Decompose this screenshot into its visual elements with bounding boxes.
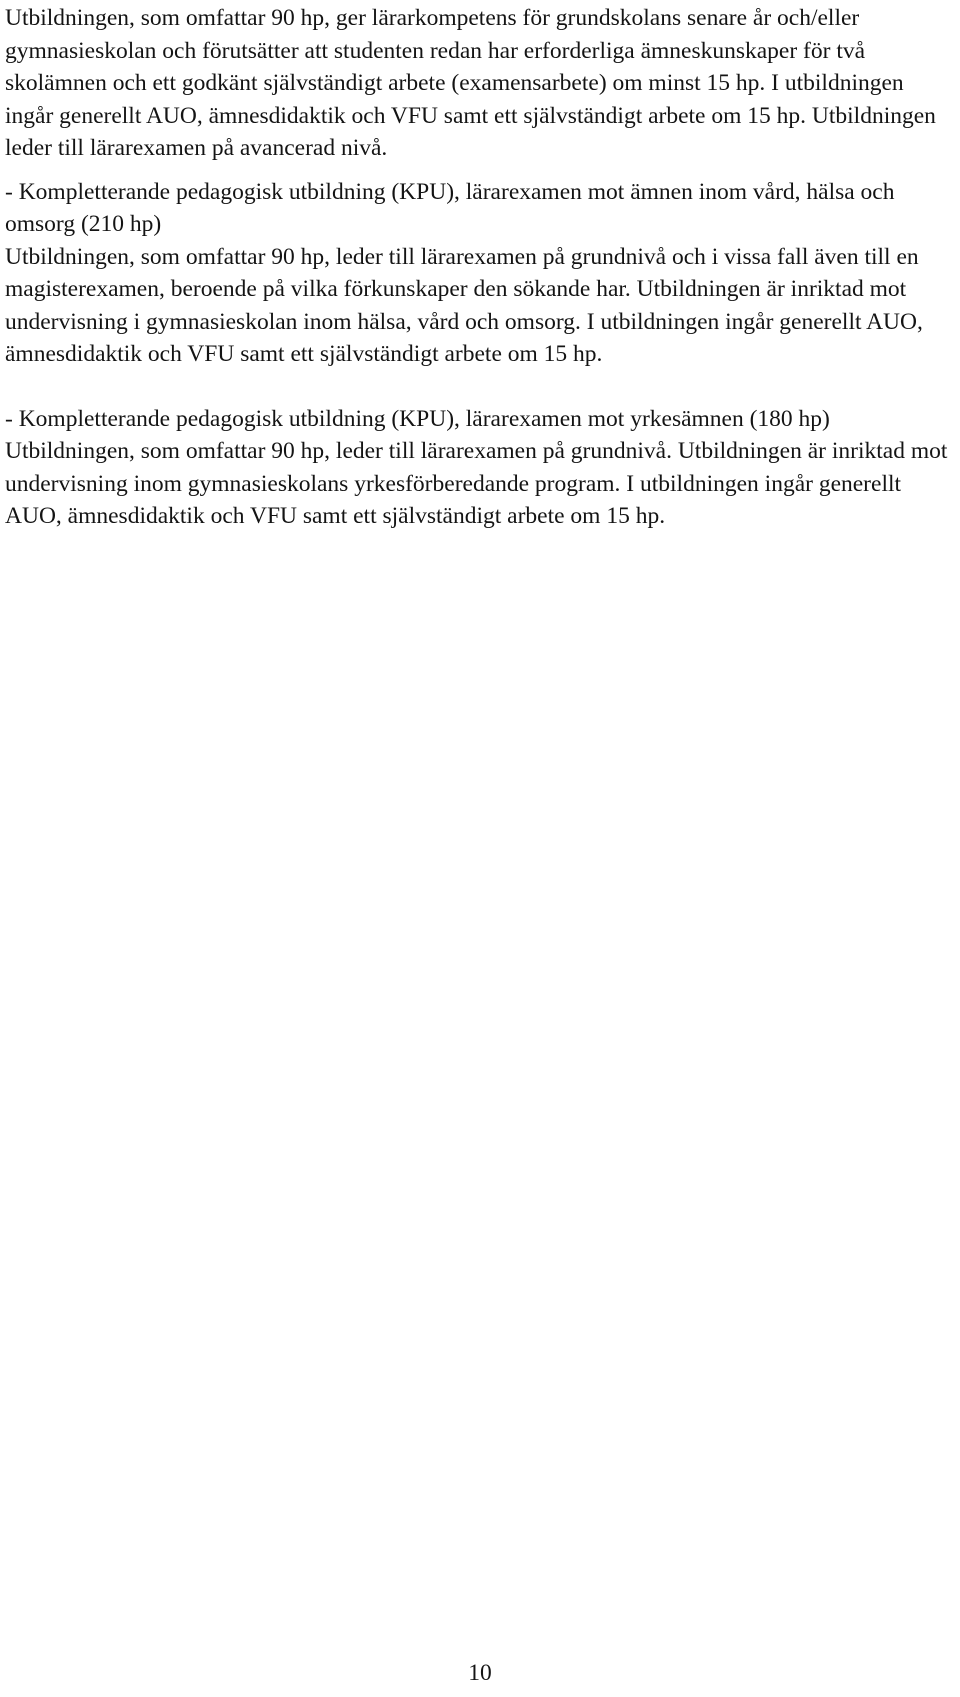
page-number: 10	[468, 1660, 492, 1686]
section-heading: - Kompletterande pedagogisk utbildning (KPU), lärarexamen mot ämnen inom vård, hälsa och omsorg (210 hp)	[5, 178, 895, 237]
section-kpu-yrkesamnen	[5, 403, 955, 533]
document-body	[5, 2, 955, 533]
paragraph-spacer	[5, 165, 955, 176]
section-heading: - Kompletterande pedagogisk utbildning (KPU), lärarexamen mot yrkesämnen (180 hp)	[5, 405, 830, 432]
section-body: Utbildningen, som omfattar 90 hp, leder till lärarexamen på grundnivå. Utbildningen är inriktad mot undervisning inom gymnasieskolans yrkesförberedande program. I utbildningen ingår generellt AUO, ämnesdidaktik och VFU samt ett självständigt arbete om 15 hp.	[5, 438, 948, 529]
paragraph-spacer	[5, 371, 955, 403]
section-kpu-vard	[5, 176, 955, 371]
intro-paragraph: Utbildningen, som omfattar 90 hp, ger lärarkompetens för grundskolans senare år och/eller gymnasieskolan och förutsätter att studenten redan har erforderliga ämneskunskaper för två skolämnen och ett godkänt självständigt arbete (examensarbete) om minst 15 hp. I utbildningen ingår generellt AUO, ämnesdidaktik och VFU samt ett självständigt arbete om 15 hp. Utbildningen leder till lärarexamen på avancerad nivå.	[5, 5, 936, 161]
section-body: Utbildningen, som omfattar 90 hp, leder till lärarexamen på grundnivå och i vissa fall även till en magisterexamen, beroende på vilka förkunskaper den sökande har. Utbildningen är inriktad mot undervisning i gymnasieskolan inom hälsa, vård och omsorg. I utbildningen ingår generellt AUO, ämnesdidaktik och VFU samt ett självständigt arbete om 15 hp.	[5, 243, 923, 367]
